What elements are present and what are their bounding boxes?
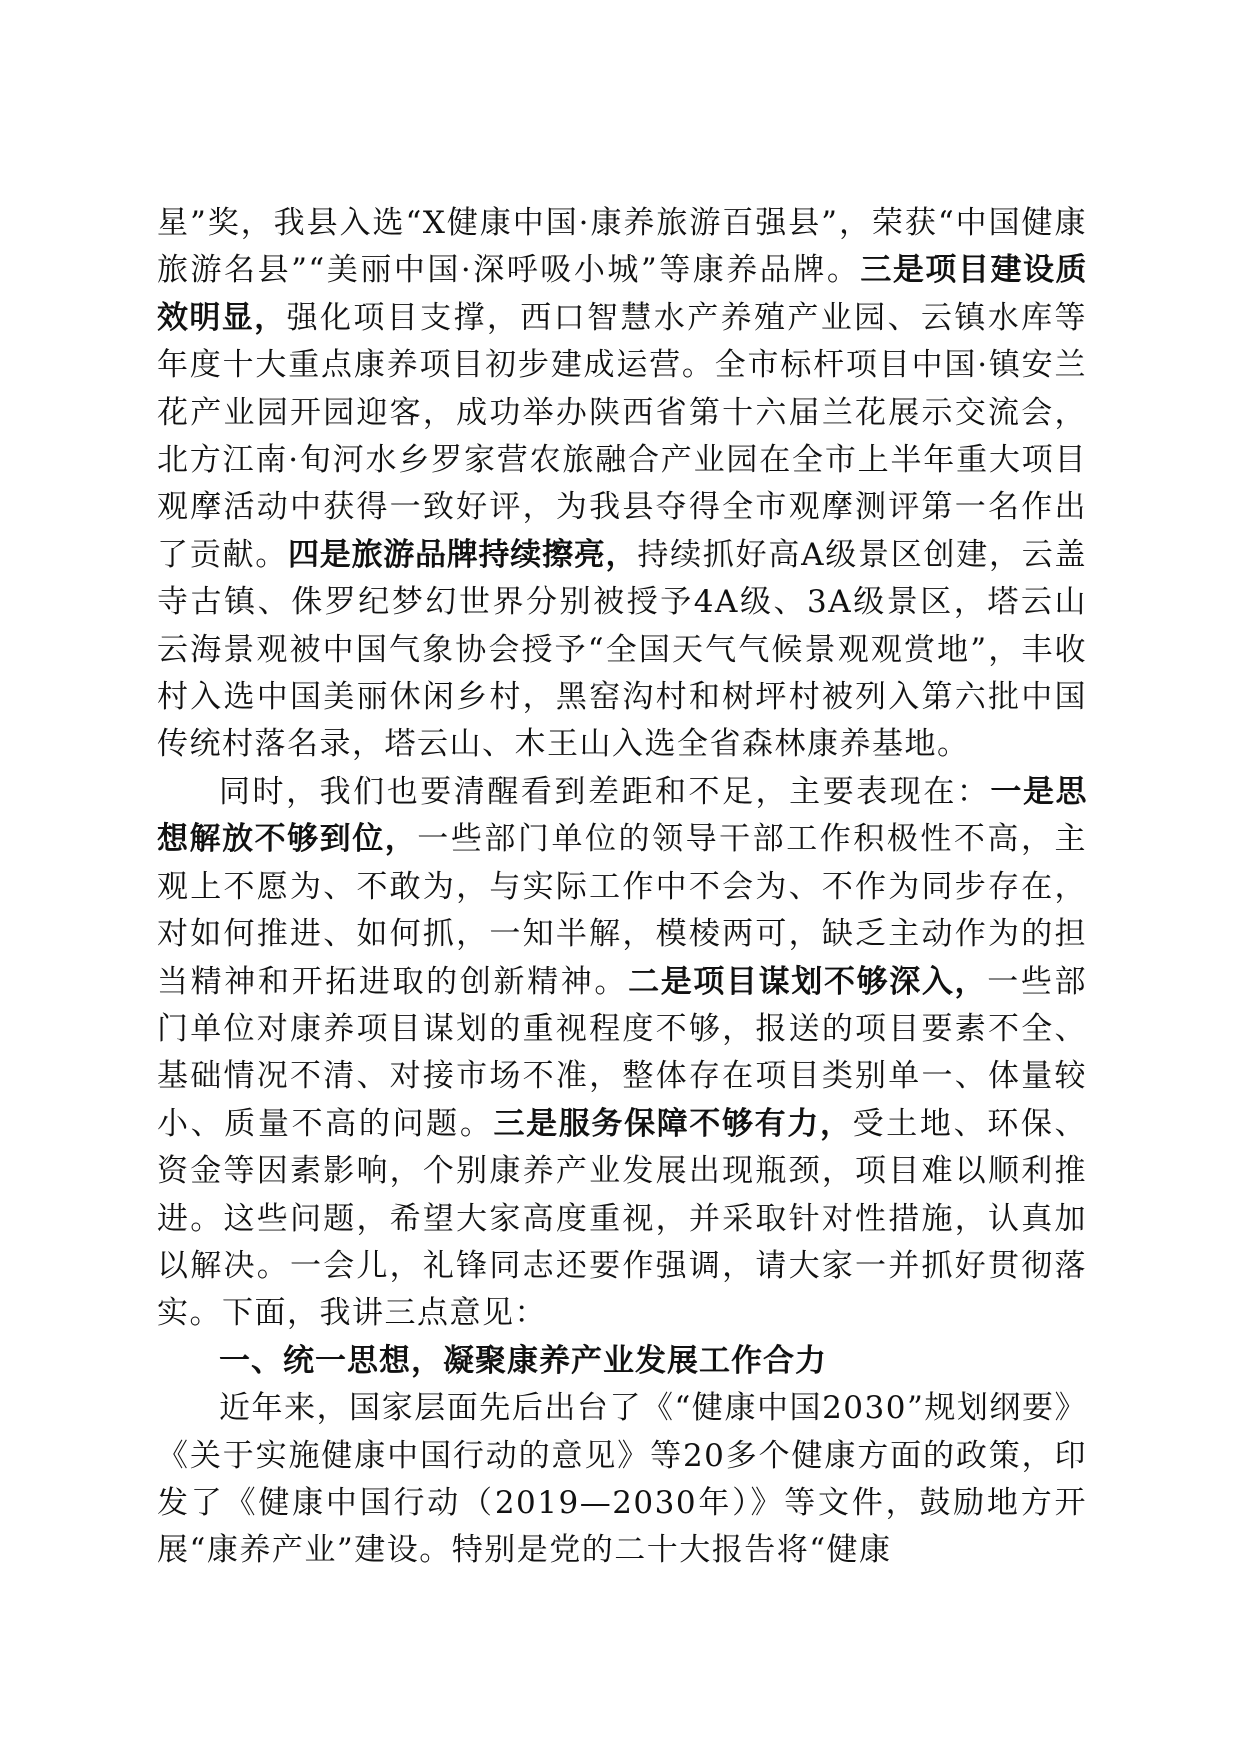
text-segment: 一些部门单位对康养项目谋划的重视程度不够，报送的项目要素不全、基础情况不清、对接市场不准，整体存在项目类别单一、体量较小、质量不高的问题。 <box>157 963 1088 1142</box>
bold-problem-one: 一是思想解放不够到位， <box>157 773 1088 858</box>
text-segment: 持续抓好高A级景区创建，云盖寺古镇、侏罗纪梦幻世界分别被授予4A级、3A级景区，塔云山云海景观被中国气象协会授予“全国天气气候景观观赏地”，丰收村入选中国美丽休闲乡村，黑窑沟村和树坪村被列入第六批中国传统村落名录，塔云山、木王山入选全省森林康养基地。 <box>157 536 1087 763</box>
text-segment: 星”奖，我县入选“X健康中国·康养旅游百强县”，荣获“中国健康旅游名县”“美丽中国·深呼吸小城”等康养品牌。 <box>157 205 1087 289</box>
bold-point-four: 四是旅游品牌持续擦亮， <box>288 536 638 573</box>
bold-problem-two: 二是项目谋划不够深入， <box>628 963 988 1000</box>
text-segment: 一些部门单位的领导干部工作积极性不高，主观上不愿为、不敢为，与实际工作中不会为、不作为同步存在，对如何推进、如何抓，一知半解，模棱两可，缺乏主动作为的担当精神和开拓进取的创新精神。 <box>157 821 1087 1000</box>
paragraph-shortcomings <box>157 769 1087 1338</box>
body-text <box>157 200 1087 1575</box>
paragraph-policy: 近年来，国家层面先后出台了《“健康中国2030”规划纲要》《关于实施健康中国行动的意见》等20多个健康方面的政策，印发了《健康中国行动（2019—2030年）》等文件，鼓励地方开展“康养产业”建设。特别是党的二十大报告将“健康 <box>157 1390 1087 1569</box>
text-segment: 同时，我们也要清醒看到差距和不足，主要表现在： <box>219 773 991 810</box>
paragraph-achievements <box>157 200 1087 769</box>
bold-point-three: 三是项目建设质效明显， <box>157 252 1088 336</box>
text-segment: 强化项目支撑，西口智慧水产养殖产业园、云镇水库等年度十大重点康养项目初步建成运营。全市标杆项目中国·镇安兰花产业园开园迎客，成功举办陕西省第十六届兰花展示交流会，北方江南·旬河水乡罗家营农旅融合产业园在全市上半年重大项目观摩活动中获得一致好评，为我县夺得全市观摩测评第一名作出了贡献。 <box>157 299 1088 573</box>
section-heading: 一、统一思想，凝聚康养产业发展工作合力 <box>219 1342 827 1379</box>
bold-problem-three: 三是服务保障不够有力， <box>493 1105 853 1142</box>
text-segment: 受土地、环保、资金等因素影响，个别康养产业发展出现瓶颈，项目难以顺利推进。这些问题，希望大家高度重视，并采取针对性措施，认真加以解决。一会儿，礼锋同志还要作强调，请大家一并抓好贯彻落实。下面，我讲三点意见： <box>157 1105 1088 1332</box>
